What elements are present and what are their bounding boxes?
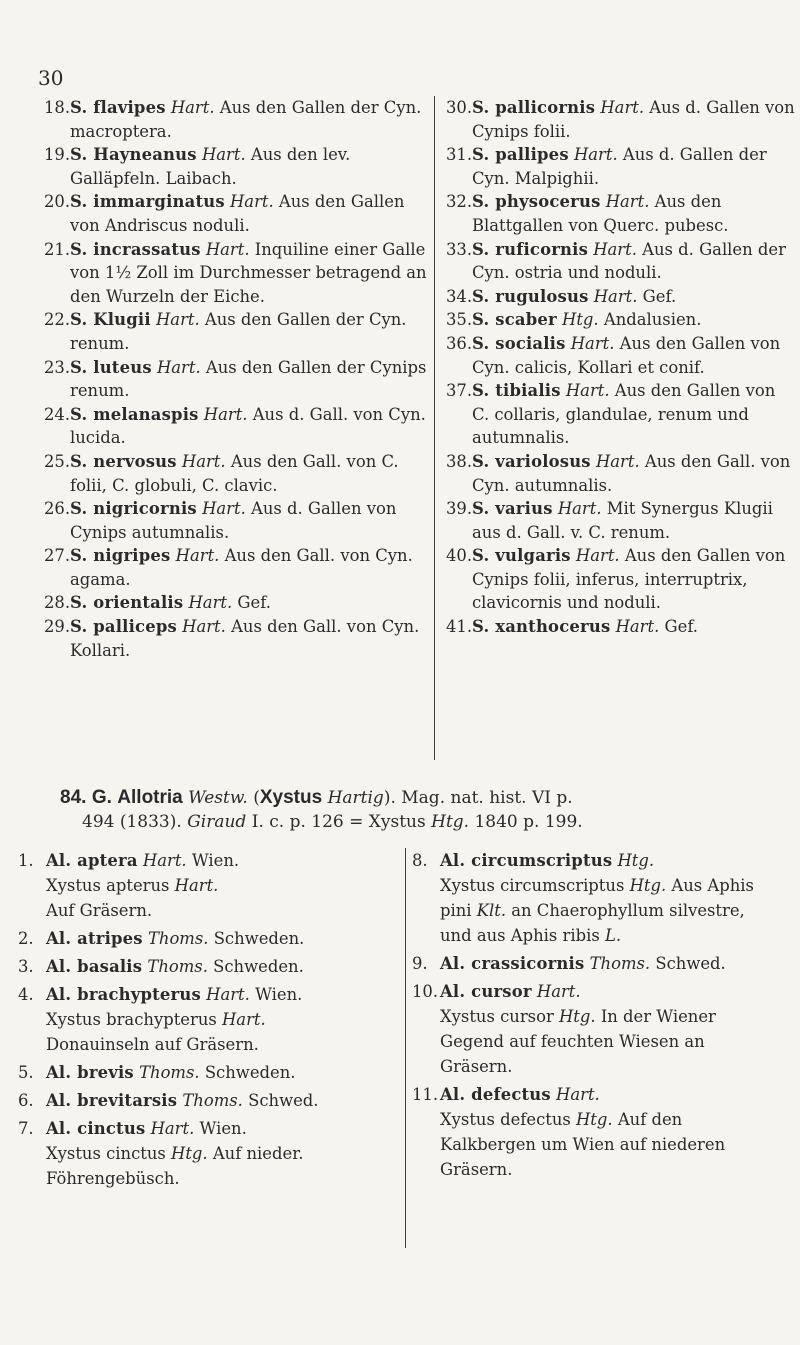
- species-entry-38: 38. S. variolosus Hart. Aus den Gall. von Cyn. autumnalis.: [446, 451, 791, 495]
- section-heading-allotria: 84. G. Allotria Westw. (Xystus Hartig). Mag. nat. hist. VI p. 494 (1833). Giraud I. c. p. 126 = Xystus Htg. 1840 p. 199.: [60, 787, 583, 832]
- allotria-entry-1: 1. Al. aptera Hart. Wien. Xystus apterus Hart. Auf Gräsern.: [18, 851, 240, 920]
- species-entry-21: 21. S. incrassatus Hart. Inquiline einer Galle von 1½ Zoll im Durchmesser betragend an den Wurzeln der Eiche.: [44, 239, 427, 306]
- species-entry-40: 40. S. vulgaris Hart. Aus den Gallen von Cynips folii, inferus, interruptrix, clavicornis und noduli.: [446, 546, 786, 613]
- species-entry-28: 28. S. orientalis Hart. Gef.: [44, 593, 271, 613]
- allotria-entry-6: 6. Al. brevitarsis Thoms. Schwed.: [18, 1091, 319, 1110]
- allotria-entry-3: 3. Al. basalis Thoms. Schweden.: [18, 957, 304, 976]
- species-entry-31: 31. S. pallipes Hart. Aus d. Gallen der Cyn. Malpighii.: [446, 145, 767, 188]
- page-number: 30: [38, 66, 64, 90]
- species-entry-33: 33. S. ruficornis Hart. Aus d. Gallen der Cyn. ostria und noduli.: [446, 239, 786, 283]
- allotria-entry-11: 11. Al. defectus Hart. Xystus defectus Htg. Auf den Kalkbergen um Wien auf niederen Gräsern.: [412, 1085, 726, 1179]
- allotria-entry-2: 2. Al. atripes Thoms. Schweden.: [18, 929, 305, 948]
- species-entry-39: 39. S. varius Hart. Mit Synergus Klugii aus d. Gall. v. C. renum.: [446, 499, 773, 542]
- species-entry-32: 32. S. physocerus Hart. Aus den Blattgallen von Querc. pubesc.: [446, 192, 729, 235]
- species-entry-25: 25. S. nervosus Hart. Aus den Gall. von C. folii, C. globuli, C. clavic.: [44, 451, 399, 495]
- species-entry-37: 37. S. tibialis Hart. Aus den Gallen von C. collaris, glandulae, renum und autumnalis.: [446, 381, 776, 448]
- allotria-left-column: [18, 848, 398, 1194]
- species-entry-23: 23. S. luteus Hart. Aus den Gallen der Cynips renum.: [44, 357, 427, 401]
- right-column: [446, 96, 796, 639]
- column-divider: [434, 96, 435, 760]
- species-entry-36: 36. S. socialis Hart. Aus den Gallen von Cyn. calicis, Kollari et conif.: [446, 333, 781, 377]
- species-entry-30: 30. S. pallicornis Hart. Aus d. Gallen von Cynips folii.: [446, 98, 795, 141]
- species-entry-19: 19. S. Hayneanus Hart. Aus den lev. Galläpfeln. Laibach.: [44, 145, 351, 188]
- species-entry-26: 26. S. nigricornis Hart. Aus d. Gallen von Cynips autumnalis.: [44, 499, 397, 542]
- species-entry-41: 41. S. xanthocerus Hart. Gef.: [446, 617, 699, 637]
- column-divider-lower: [405, 848, 406, 1248]
- allotria-entry-4: 4. Al. brachypterus Hart. Wien. Xystus brachypterus Hart. Donauinseln auf Gräsern.: [18, 985, 303, 1054]
- allotria-entry-10: 10. Al. cursor Hart. Xystus cursor Htg. In der Wiener Gegend auf feuchten Wiesen an Gräsern.: [412, 982, 716, 1076]
- species-entry-27: 27. S. nigripes Hart. Aus den Gall. von Cyn. agama.: [44, 546, 413, 589]
- allotria-entry-9: 9. Al. crassicornis Thoms. Schwed.: [412, 954, 726, 973]
- species-entry-20: 20. S. immarginatus Hart. Aus den Gallen von Andriscus noduli.: [44, 192, 405, 235]
- species-entry-24: 24. S. melanaspis Hart. Aus d. Gall. von Cyn. lucida.: [44, 404, 426, 448]
- left-column: [44, 96, 434, 662]
- allotria-entry-5: 5. Al. brevis Thoms. Schweden.: [18, 1063, 296, 1082]
- species-entry-18: 18. S. flavipes Hart. Aus den Gallen der Cyn. macroptera.: [44, 98, 422, 141]
- species-entry-22: 22. S. Klugii Hart. Aus den Gallen der Cyn. renum.: [44, 310, 407, 353]
- species-entry-34: 34. S. rugulosus Hart. Gef.: [446, 286, 677, 306]
- allotria-entry-7: 7. Al. cinctus Hart. Wien. Xystus cinctus Htg. Auf nieder. Föhrengebüsch.: [18, 1119, 304, 1188]
- allotria-entry-8: 8. Al. circumscriptus Htg. Xystus circumscriptus Htg. Aus Aphis pini Klt. an Chaerophyllum silvestre, und aus Aphis ribis L.: [412, 851, 754, 945]
- allotria-right-column: [412, 848, 772, 1185]
- species-entry-35: 35. S. scaber Htg. Andalusien.: [446, 310, 702, 330]
- species-entry-29: 29. S. palliceps Hart. Aus den Gall. von Cyn. Kollari.: [44, 617, 420, 660]
